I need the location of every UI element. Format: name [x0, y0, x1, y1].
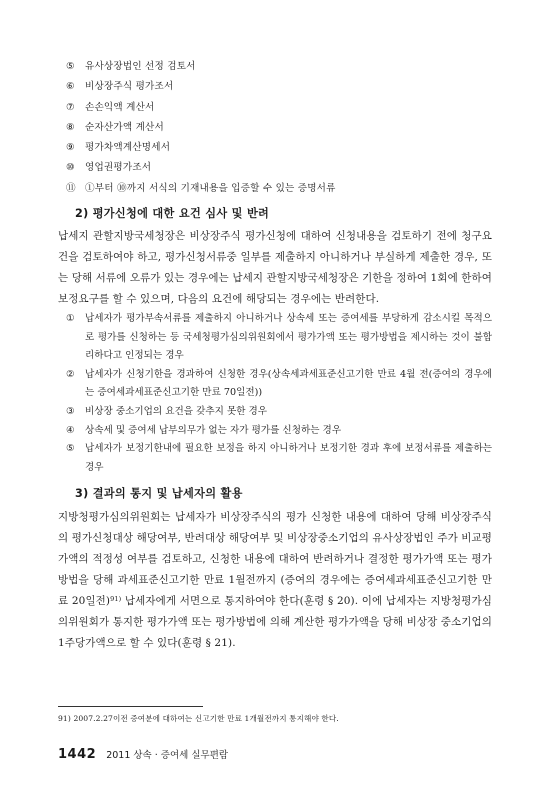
list-item [66, 98, 506, 118]
item-number: ⑨ [66, 142, 75, 154]
item-number: ① [66, 313, 75, 324]
page-footer [58, 743, 228, 762]
item-number: ⑤ [66, 443, 75, 455]
item-number: ④ [66, 424, 75, 436]
item-text: 납세자가 보정기한내에 필요한 보정을 하지 아니하거나 보정기한 경과 후에 보정서류를 제출하는 경우 [85, 443, 492, 473]
item-number: ② [66, 368, 75, 380]
item-text: 순자산가액 계산서 [85, 121, 164, 133]
required-documents-list [66, 57, 506, 199]
section-heading: 3) 결과의 통지 및 납세자의 활용 [75, 487, 243, 500]
section-heading: 2) 평가신청에 대한 요건 심사 및 반려 [75, 207, 270, 220]
paragraph-text: 지방청평가심의위원회는 납세자가 비상장주식의 평가 신청한 내용에 대하여 당해 비상장주식의 평가신청대상 해당여부, 반려대상 해당여부 및 비상장중소기업의 유사상장법인 주가 비교평가액의 적정성 여부를 검토하고, 신청한 내용에 대하여 반려하거나 결정한 평가가액 또는 평가방법을 당해 과세표준신고기한 만료 1월전까지 (증여의 경우에는 증여세과세표준신고기한 만료 20일전) [58, 511, 492, 607]
list-item [66, 118, 506, 138]
paragraph-text: 납세자에게 서면으로 통지하여야 한다(훈령 § 20). 이에 납세자는 지방청평가심의위원회가 통지한 평가가액 또는 평가방법에 의해 계산한 평가가액을 당해 비상장 중소기업의 1주당가액으로 할 수 있다(훈령 § 21). [58, 595, 492, 649]
section-paragraph [58, 507, 492, 654]
item-number: ⑧ [66, 121, 75, 133]
item-number: ⑥ [66, 81, 75, 93]
list-item [66, 158, 506, 178]
item-text: 손손익액 계산서 [85, 101, 155, 113]
item-text: 비상장 중소기업의 요건을 갖추지 못한 경우 [85, 405, 268, 417]
book-title: 2011 상속 · 증여세 실무편람 [106, 750, 229, 761]
page-number: 1442 [58, 747, 97, 762]
item-text: 납세자가 신청기한을 경과하여 신청한 경우(상속세과세표준신고기한 만료 4월 전(증여의 경우에는 증여세과세표준신고기한 만료 70일전)) [85, 368, 492, 399]
item-text: 납세자가 평가부속서류를 제출하지 아니하거나 상속세 또는 증여세를 부당하게 감소시킬 목적으로 평가를 신청하는 등 국세청평가심의위원회에서 평가가액 또는 평가방법을 제시하는 것이 불합리하다고 인정되는 경우 [85, 313, 492, 362]
list-item [66, 57, 506, 77]
rejection-conditions-list [66, 310, 492, 477]
item-text: ①부터 ⑩까지 서식의 기재내용을 입증할 수 있는 증명서류 [85, 182, 336, 194]
item-text: 비상장주식 평가조서 [85, 81, 174, 93]
footnote-divider [58, 706, 203, 707]
item-text: 영업권평가조서 [85, 162, 152, 174]
item-text: 평가차액계산명세서 [85, 142, 171, 154]
item-number: ⑩ [66, 162, 75, 174]
footnote: 91) 2007.2.27이전 증여분에 대하여는 신고기한 만료 1개월전까지 통지해야 한다. [58, 714, 339, 723]
item-number: ⑦ [66, 101, 75, 113]
list-item [66, 77, 506, 97]
list-item [66, 179, 506, 199]
item-text: 상속세 및 증여세 납부의무가 없는 자가 평가를 신청하는 경우 [85, 424, 342, 436]
list-item [66, 310, 492, 366]
list-item [66, 138, 506, 158]
item-number: ③ [66, 405, 75, 417]
footnote-reference: 91) [110, 595, 122, 603]
list-item [66, 403, 492, 422]
section-paragraph: 납세지 관할지방국세청장은 비상장주식 평가신청에 대하여 신청내용을 검토하기 전에 청구요건을 검토하여야 하고, 평가신청서류중 일부를 제출하지 아니하거나 부실하게 제출한 경우, 또는 당해 서류에 오류가 있는 경우에는 납세지 관할지방국세청장은 기한을 정하여 1회에 한하여 보정요구를 할 수 있으며, 다음의 요건에 해당되는 경우에는 반려한다. [58, 230, 492, 305]
item-number: ⑪ [66, 182, 76, 194]
list-item [66, 422, 492, 441]
item-number: ⑤ [66, 61, 75, 72]
item-text: 유사상장법인 선정 검토서 [85, 61, 196, 72]
list-item [66, 366, 492, 403]
list-item [66, 440, 492, 477]
